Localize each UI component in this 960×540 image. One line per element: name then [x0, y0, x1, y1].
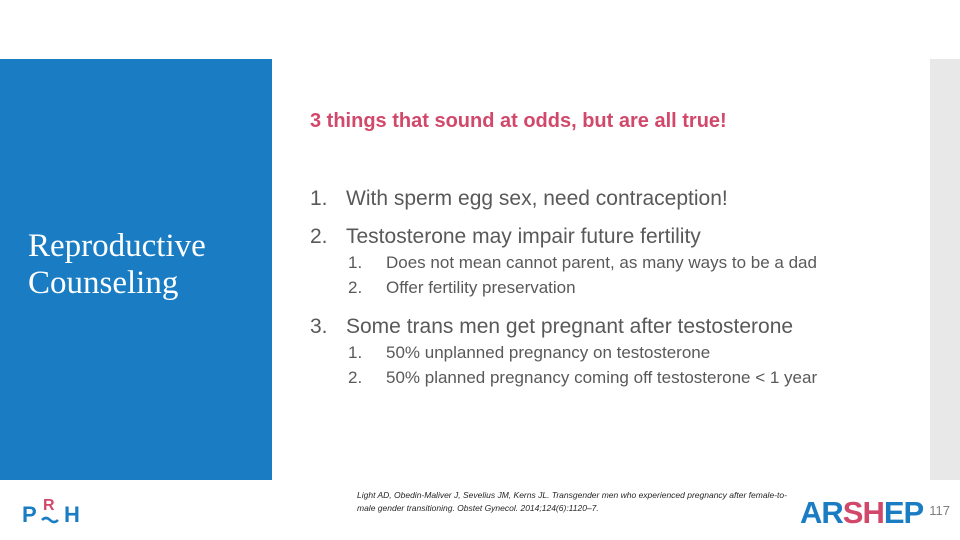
- numbered-list: [310, 180, 920, 390]
- sub-list: [348, 250, 920, 300]
- page-number: 117: [929, 503, 950, 518]
- sub-item-number: 1.: [348, 343, 363, 362]
- sub-item-number: 2.: [348, 278, 363, 297]
- prh-logo: [22, 496, 84, 530]
- slide-headline: 3 things that sound at odds, but are all true!: [310, 110, 727, 132]
- list-item: [310, 314, 920, 340]
- sub-item-text: 50% planned pregnancy coming off testosterone < 1 year: [386, 368, 818, 387]
- svg-text:H: H: [64, 502, 80, 527]
- list-item: [310, 224, 920, 250]
- sub-list-item: [348, 340, 920, 365]
- list-item-number: 3.: [310, 315, 328, 338]
- arshep-letter: R: [821, 495, 843, 530]
- arshep-letter: P: [903, 495, 924, 530]
- svg-text:P: P: [22, 502, 37, 527]
- sub-item-text: Offer fertility preservation: [386, 278, 576, 297]
- arshep-logo: [800, 496, 923, 530]
- sub-list-item: [348, 250, 920, 275]
- sub-item-number: 2.: [348, 368, 363, 387]
- list-item-text: Testosterone may impair future fertility: [346, 225, 701, 248]
- sub-list-item: [348, 365, 920, 390]
- sub-item-text: 50% unplanned pregnancy on testosterone: [386, 343, 711, 362]
- section-title: Reproductive Counseling: [28, 228, 206, 301]
- sub-item-text: Does not mean cannot parent, as many ways to be a dad: [386, 253, 817, 272]
- citation: Light AD, Obedin-Maliver J, Sevelius JM, Kerns JL. Transgender men who experienced pregnancy after female-to-male gender transitioning. Obstet Gynecol. 2014;124(6):1120–7.: [357, 490, 787, 513]
- list-item: [310, 186, 920, 212]
- list-item-text: With sperm egg sex, need contraception!: [346, 187, 728, 210]
- list-item-number: 1.: [310, 187, 328, 210]
- sub-list-item: [348, 275, 920, 300]
- arshep-letter: S: [842, 495, 863, 530]
- svg-text:R: R: [43, 497, 55, 514]
- sub-list: [348, 340, 920, 390]
- arshep-letter: E: [883, 495, 904, 530]
- sub-item-number: 1.: [348, 253, 363, 272]
- side-bar: [930, 59, 960, 480]
- arshep-letter: A: [800, 495, 822, 530]
- list-item-text: Some trans men get pregnant after testosterone: [346, 315, 794, 338]
- list-item-number: 2.: [310, 225, 328, 248]
- arshep-letter: H: [862, 495, 884, 530]
